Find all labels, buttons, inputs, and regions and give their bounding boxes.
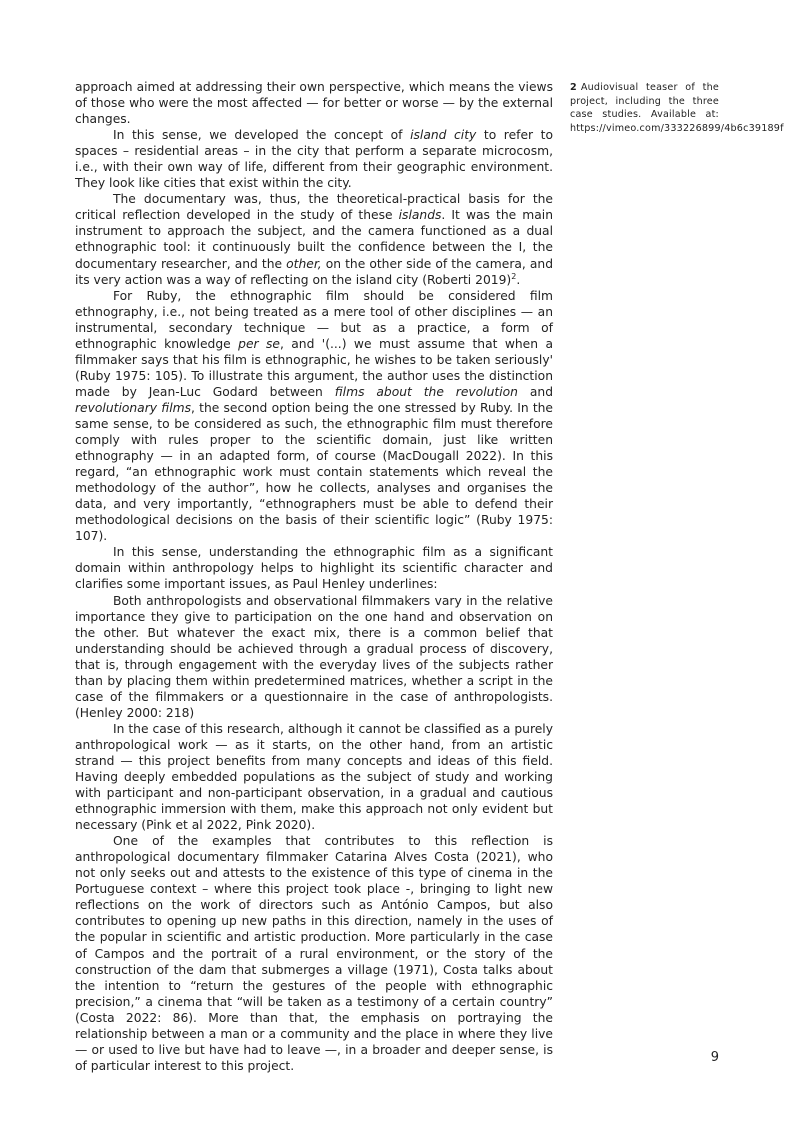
paragraph-ethnographic-film-domain: In this sense, understanding the ethnographic film as a significant domain within anthropology helps to highlight its scientific character and clarifies some important issues, as Paul Henley underlines: (75, 545, 553, 592)
paragraph-documentary (75, 191, 553, 287)
footnote-reference[interactable]: 2 (511, 271, 517, 281)
text-span: to refer to spaces – residential areas – in the city that perform a separate microcosm, i.e., with their own way of life, different from their geographic environment. They look like cities that exist within the city. (75, 128, 554, 191)
text-span: , the second option being the one stressed by Ruby. In the same sense, to be considered as such, the ethnographic film must therefore comply with rules proper to the scientific domain, just like written ethnography — in an adapted form, of course (MacDougall 2022). In this regard, “an ethnographic work must contain statements which reveal the methodology of the author”, how he collects, analyses and organises the data, and very importantly, “ethnographers must be able to defend their methodological decisions on the basis of their scientific logic” (Ruby 1975: 107). (75, 400, 553, 544)
emphasis-other: other, (286, 256, 322, 271)
footnote-text: Audiovisual teaser of the project, including the three case studies. Available at: https://vimeo.com/333226899/4b6c39189f (570, 82, 784, 134)
emphasis-revolutionary-films: revolutionary films (75, 400, 192, 415)
footnote (570, 81, 784, 135)
paragraph-costa: One of the examples that contributes to this reflection is anthropological documentary filmmaker Catarina Alves Costa (2021), who not only seeks out and attests to the existence of this type of cinema in the Portuguese context – where this project took place -, bringing to light new reflections on the work of directors such as António Campos, but also contributes to opening up new paths in this direction, namely in the uses of the popular in scientific and artistic production. More particularly in the case of Campos and the portrait of a rural environment, or the story of the construction of the dam that submerges a village (1971), Costa talks about the intention to “return the gestures of the people with ethnographic precision,” a cinema that “will be taken as a testimony of a certain country” (Costa 2022: 86). More than that, the emphasis on portraying the relationship between a man or a community and the place in where they live — or used to live but have had to leave —, in a broader and deeper sense, is of particular interest to this project. (75, 834, 553, 1073)
main-text-column (75, 79, 553, 1074)
text-span: , and '(...) we must assume that when a filmmaker says that his film is ethnographic, he wishes to be taken seriously' (Ruby 1975: 105). To illustrate this argument, the author uses the distinction made by Jean-Luc Godard between (75, 336, 553, 399)
emphasis-films-about-revolution: films about the revolution (334, 384, 518, 399)
text-span: The documentary was, thus, the theoretical-practical basis for the critical reflection developed in the study of these (75, 192, 553, 223)
block-quote-henley: Both anthropologists and observational filmmakers vary in the relative importance they give to participation on the one hand and observation on the other. But whatever the exact mix, there is a common belief that understanding should be achieved through a gradual process of discovery, that is, through engagement with the everyday lives of the subjects rather than by placing them within predetermined matrices, whether a script in the case of the filmmakers or a questionnaire in the case of anthropologists. (Henley 2000: 218) (75, 593, 553, 720)
emphasis-island-city: island city (410, 128, 477, 143)
text-span: . (516, 272, 521, 287)
paragraph-continued: approach aimed at addressing their own perspective, which means the views of those who were the most affected — for better or worse — by the external changes. (75, 80, 553, 127)
emphasis-islands: islands (398, 208, 442, 223)
paragraph-this-research: In the case of this research, although it cannot be classified as a purely anthropological work — as it starts, on the other hand, from an artistic strand — this project benefits from many concepts and ideas of this field. Having deeply embedded populations as the subject of study and working with participant and non-participant observation, in a gradual and cautious ethnographic immersion with them, make this approach not only evident but necessary (Pink et al 2022, Pink 2020). (75, 721, 553, 833)
emphasis-per-se: per se (238, 336, 280, 351)
text-span: In this sense, we developed the concept of (113, 128, 411, 143)
paragraph-ruby (75, 288, 553, 545)
text-span: on the other side of the camera, and its very action was a way of reflecting on the island city (Roberti 2019) (75, 256, 554, 287)
footnote-number: 2 (570, 82, 577, 93)
text-span: and (517, 384, 554, 399)
paragraph-island-city (75, 127, 553, 191)
page-number: 9 (710, 1050, 719, 1065)
text-span: . It was the main instrument to approach the subject, and the camera functioned as a dual ethnographic tool: it continuously built the confidence between the I, the documentary researcher, and the (75, 208, 554, 271)
text-span: For Ruby, the ethnographic film should be considered film ethnography, i.e., not being treated as a mere tool of other disciplines — an instrumental, secondary technique — but as a practice, a form of ethnographic knowledge (75, 288, 553, 351)
